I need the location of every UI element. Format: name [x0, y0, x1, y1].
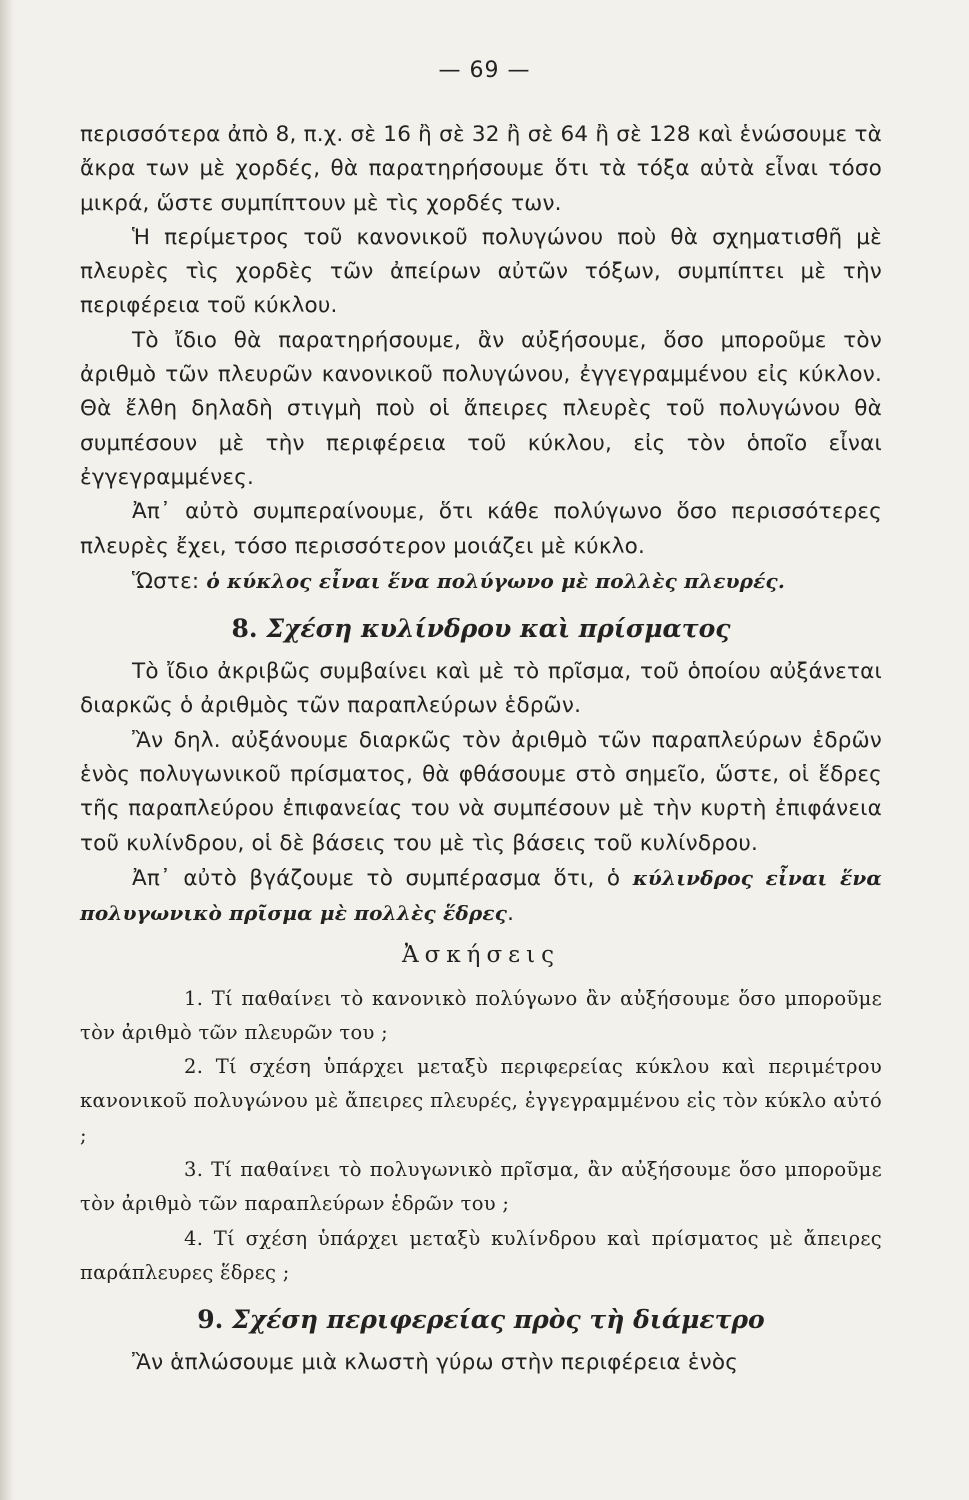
conclusion2-lead: Ἀπ᾿ αὐτὸ βγάζουμε τὸ συμπέρασμα ὅτι, ὁ	[132, 865, 633, 891]
section-8-heading	[80, 607, 882, 651]
exercise-text: Τί σχέση ὑπάρχει μεταξὺ κυλίνδρου καὶ πρίσματος μὲ ἄπειρες παράπλευρες ἕδρες ;	[80, 1226, 883, 1284]
exercise-text: Τί παθαίνει τὸ πολυγωνικὸ πρῖσμα, ἂν αὐξήσουμε ὅσο μποροῦμε τὸν ἀριθμὸ τῶν παραπλεύρων ἑδρῶν του ;	[80, 1158, 882, 1216]
exercise-number: 2.	[184, 1055, 204, 1079]
exercise-number: 1.	[184, 986, 204, 1010]
conclusion-bold: ὁ κύκλος εἶναι ἕνα πολύγωνο μὲ πολλὲς πλευρές.	[206, 568, 786, 593]
section-9-heading	[80, 1298, 882, 1342]
exercise-item	[80, 982, 882, 1051]
paragraph-continuation: περισσότερα ἀπὸ 8, π.χ. σὲ 16 ἢ σὲ 32 ἢ σὲ 64 ἢ σὲ 128 καὶ ἑνώσουμε τὰ ἄκρα των μὲ χορδές, θὰ παρατηρήσουμε ὅτι τὰ τόξα αὐτὰ εἶναι τόσο μικρά, ὥστε συμπίπτουν μὲ τὶς χορδές των.	[80, 122, 882, 216]
paragraph-perimeter: Ἡ περίμετρος τοῦ κανονικοῦ πολυγώνου ποὺ θὰ σχηματισθῆ μὲ πλευρὲς τὶς χορδὲς τῶν ἀπείρων αὐτῶν τόξων, συμπίπτει μὲ τὴν περιφέρεια τοῦ κύκλου.	[80, 224, 882, 319]
exercises-heading: Ἀσκήσεις	[402, 941, 560, 968]
exercise-text: Τί παθαίνει τὸ κανονικὸ πολύγωνο ἂν αὐξήσουμε ὅσο μποροῦμε τὸν ἀριθμὸ τῶν πλευρῶν του ;	[80, 986, 883, 1044]
exercise-number: 3.	[184, 1158, 204, 1182]
page-edge-shadow	[0, 0, 14, 1500]
conclusion2-tail: .	[507, 901, 515, 927]
page-content	[80, 118, 882, 1381]
paragraph-final-line: Ἂν ἁπλώσουμε μιὰ κλωστὴ γύρω στὴν περιφέρεια ἑνὸς	[132, 1350, 739, 1376]
exercise-item	[80, 1050, 882, 1153]
paragraph-inscribed-polygon: Τὸ ἴδιο θὰ παρατηρήσουμε, ἂν αὐξήσουμε, ὅσο μποροῦμε τὸν ἀριθμὸ τῶν πλευρῶν κανονικοῦ πολυγώνου, ἐγγεγραμμένου εἰς κύκλον. Θὰ ἔλθη δηλαδὴ στιγμὴ ποὺ οἱ ἄπειρες πλευρὲς τοῦ πολυγώνου θὰ συμπέσουν μὲ τὴν περιφέρεια τοῦ κύκλου, εἰς τὸν ὁποῖο εἶναι ἐγγεγραμμένες.	[80, 327, 882, 490]
exercise-item	[80, 1222, 882, 1291]
exercise-number: 4.	[184, 1226, 204, 1250]
conclusion-lead: Ὥστε:	[132, 568, 207, 594]
section-9-title: Σχέση περιφερείας πρὸς τὴ διάμετρο	[232, 1305, 765, 1335]
conclusion2-bold: κύλινδρος εἶναι ἕνα πολυγωνικὸ πρῖσμα μὲ πολλὲς ἕδρες	[80, 865, 882, 926]
exercise-text: Τί σχέση ὑπάρχει μεταξὺ περιφερείας κύκλου καὶ περιμέτρου κανονικοῦ πολυγώνου μὲ ἄπειρες πλευρές, ἐγγεγραμμένου εἰς τὸν κύκλο αὐτό ;	[80, 1055, 883, 1147]
paragraph-conclusion	[80, 564, 882, 599]
paragraph-conclusion-intro: Ἀπ᾿ αὐτὸ συμπεραίνουμε, ὅτι κάθε πολύγωνο ὅσο περισσότερες πλευρὲς ἔχει, τόσο περισσότερον μοιάζει μὲ κύκλο.	[80, 499, 882, 559]
paragraph-cylinder-conclusion	[80, 861, 882, 932]
section-8-title: Σχέση κυλίνδρου καὶ πρίσματος	[266, 614, 731, 644]
paragraph-prism: Τὸ ἴδιο ἀκριβῶς συμβαίνει καὶ μὲ τὸ πρῖσμα, τοῦ ὁποίου αὐξάνεται διαρκῶς ὁ ἀριθμὸς τῶν παραπλεύρων ἑδρῶν.	[80, 659, 882, 719]
exercises-list	[80, 982, 882, 1291]
section-9-number: 9.	[197, 1305, 224, 1335]
page-number: — 69 —	[438, 58, 531, 83]
paragraph-prism-faces: Ἂν δηλ. αὐξάνουμε διαρκῶς τὸν ἀριθμὸ τῶν παραπλεύρων ἑδρῶν ἑνὸς πολυγωνικοῦ πρίσματος, θὰ φθάσουμε στὸ σημεῖο, ὥστε, οἱ ἕδρες τῆς παραπλεύρου ἐπιφανείας του νὰ συμπέσουν μὲ τὴν κυρτὴ ἐπιφάνεια τοῦ κυλίνδρου, οἱ δὲ βάσεις του μὲ τὶς βάσεις τοῦ κυλίνδρου.	[80, 727, 882, 856]
section-8-number: 8.	[231, 614, 258, 644]
exercise-item	[80, 1153, 882, 1222]
